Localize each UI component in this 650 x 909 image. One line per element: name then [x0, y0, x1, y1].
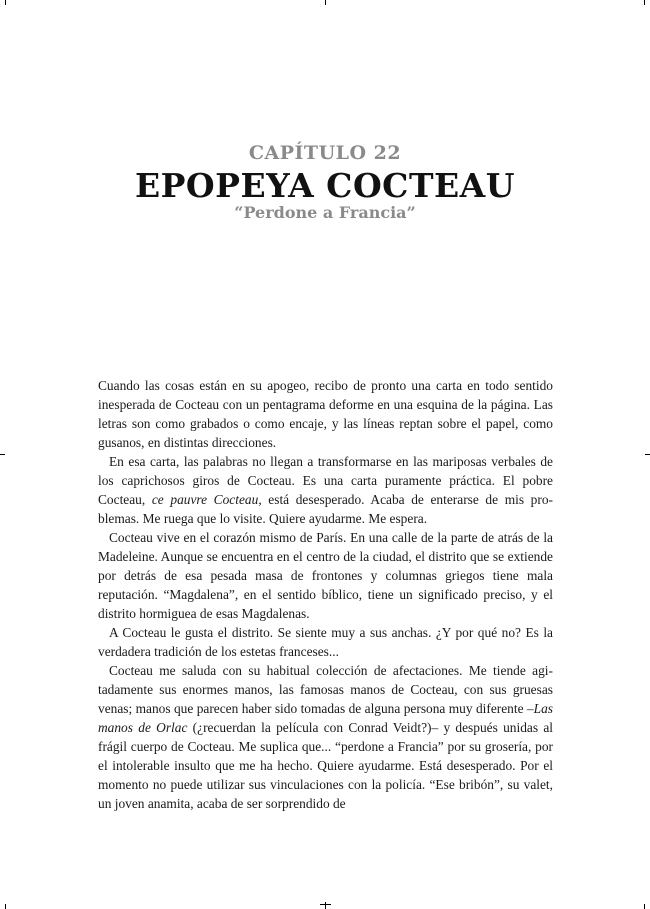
crop-mark-top-center — [325, 0, 326, 5]
crop-mark-bottom-center-v — [325, 902, 326, 909]
crop-mark-top-left — [5, 0, 6, 5]
text-segment: Cocteau vive en el corazón mismo de París. En una calle de la parte de atrás de la Madeleine. Aunque se encuentra en el centro de la ciudad, el distrito que se extiende por detrás de esa pesada masa de frontones y columnas griegos tiene mala reputación. “Magdalena”, en el sentido bíblico, tiene un significado preciso, y el distrito hormiguea de esas Magdalenas. — [98, 530, 553, 621]
crop-mark-left-middle — [0, 454, 5, 455]
chapter-title: EPOPEYA COCTEAU — [134, 166, 516, 205]
paragraph — [98, 661, 553, 813]
crop-mark-right-middle — [645, 454, 650, 455]
paragraph — [98, 376, 553, 452]
text-segment: Cocteau me saluda con su habitual colección de afectaciones. Me tiende agitadamente sus enormes manos, las famosas manos de Cocteau, con sus gruesas venas; manos que parecen haber sido tomadas de alguna persona muy diferente – — [98, 663, 553, 716]
chapter-header — [0, 142, 650, 223]
crop-mark-bottom-right — [644, 904, 645, 909]
body-text — [98, 376, 553, 813]
crop-mark-bottom-left — [5, 904, 6, 909]
text-segment: , está desesperado. Acaba de enterarse de mis problemas. Me ruega que lo visite. Quiere ayudarme. Me espera. — [98, 492, 553, 526]
text-segment: A Cocteau le gusta el distrito. Se siente muy a sus anchas. ¿Y por qué no? Es la verdadera tradición de los estetas franceses... — [98, 625, 553, 659]
text-segment: Cuando las cosas están en su apogeo, recibo de pronto una carta en todo sentido inesperada de Cocteau con un pentagrama deforme en una esquina de la página. Las letras son como grabados o como encaje, y las líneas reptan sobre el papel, como gusanos, en distintas direcciones. — [98, 378, 553, 450]
italic-text: Las manos de Orlac — [98, 701, 553, 735]
text-segment: En esa carta, las palabras no llegan a transformarse en las mariposas verbales de los caprichosos giros de Cocteau. Es una carta puramente práctica. El pobre Cocteau, — [98, 454, 553, 507]
paragraph — [98, 528, 553, 623]
crop-mark-top-right — [644, 0, 645, 5]
italic-text: ce pauvre Cocteau — [151, 492, 259, 507]
paragraph — [98, 623, 553, 661]
paragraph — [98, 452, 553, 528]
chapter-subtitle: “Perdone a Francia” — [234, 203, 416, 222]
chapter-number: CAPÍTULO 22 — [248, 142, 402, 164]
text-segment: (¿recuerdan la película con Conrad Veidt?)– y después unidas al frágil cuerpo de Cocteau. Me suplica que... “perdone a Francia” por su grosería, por el intolerable insulto que me ha hecho. Quiere ayudarme. Está desesperado. Por el momento no puede utilizar sus vinculaciones con la policía. “Ese bribón”, su valet, un joven anamita, acaba de ser sorprendido de — [98, 720, 553, 811]
